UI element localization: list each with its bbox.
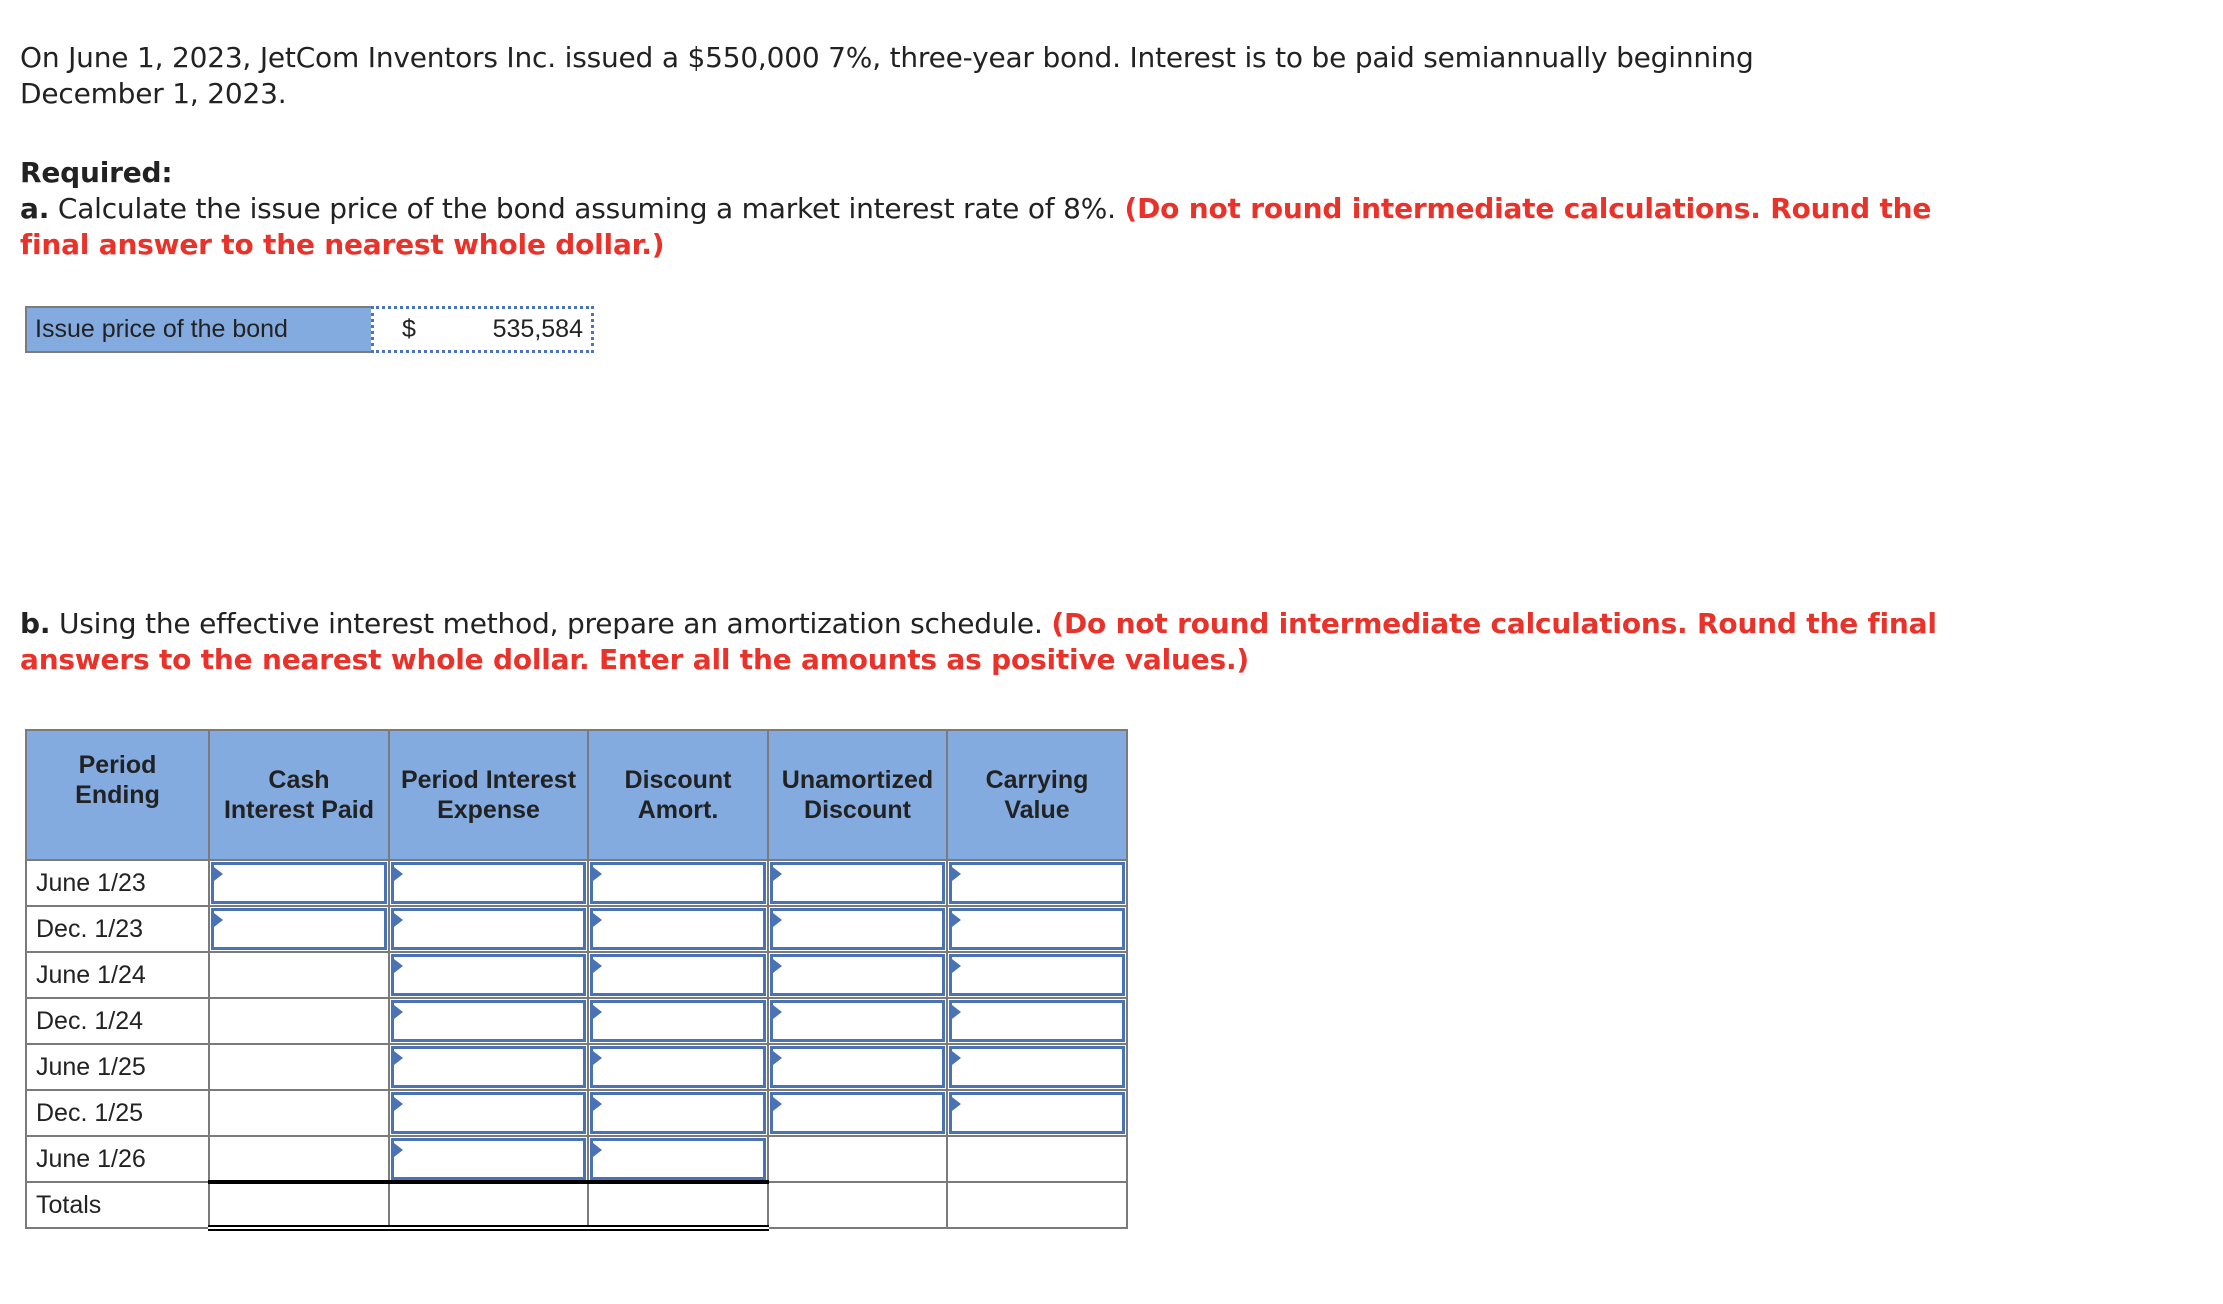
cash-interest-cell [209,1044,389,1090]
total-interest-expense [389,1182,588,1228]
carrying-value-input[interactable] [949,1092,1125,1134]
table-row [26,1090,1127,1136]
unamortized-discount-input[interactable] [770,954,945,996]
table-row [26,1044,1127,1090]
part-b-prefix: b. [20,607,51,640]
period-label: June 1/25 [26,1044,209,1090]
discount-amort-input[interactable] [590,1046,766,1088]
discount-amort-input[interactable] [590,1000,766,1042]
interest-expense-input[interactable] [391,1138,586,1180]
problem-line-2: December 1, 2023. [20,77,287,110]
carrying-value-cell [947,1136,1127,1182]
part-b-instructions [20,606,1937,678]
table-row [26,1136,1127,1182]
unamortized-discount-input[interactable] [770,1046,945,1088]
interest-expense-input[interactable] [391,1046,586,1088]
discount-amort-input[interactable] [590,908,766,950]
period-label: Dec. 1/24 [26,998,209,1044]
header-unamortized-discount: Unamortized Discount [768,730,947,860]
discount-amort-input[interactable] [590,862,766,904]
currency-symbol: $ [402,315,416,343]
issue-price-input[interactable] [371,306,594,353]
part-a-note-cont: final answer to the nearest whole dollar.) [20,228,665,261]
problem-line-1: On June 1, 2023, JetCom Inventors Inc. issued a $550,000 7%, three-year bond. Interest is to be paid semiannually beginning [20,41,1754,74]
totals-row [26,1182,1127,1228]
cash-interest-input[interactable] [211,908,387,950]
header-period-interest-expense: Period Interest Expense [389,730,588,860]
problem-statement [20,40,1754,112]
cash-interest-input[interactable] [211,862,387,904]
period-label: June 1/23 [26,860,209,906]
unamortized-discount-input[interactable] [770,908,945,950]
unamortized-discount-input[interactable] [770,1092,945,1134]
total-unamortized-discount [768,1182,947,1228]
unamortized-discount-input[interactable] [770,862,945,904]
part-a-prefix: a. [20,192,50,225]
table-row [26,906,1127,952]
unamortized-discount-cell [768,1136,947,1182]
total-cash-interest [209,1182,389,1228]
part-a-instructions [20,155,1931,263]
cash-interest-cell [209,1090,389,1136]
period-label: Dec. 1/23 [26,906,209,952]
carrying-value-input[interactable] [949,1046,1125,1088]
issue-price-label: Issue price of the bond [25,306,371,353]
carrying-value-input[interactable] [949,862,1125,904]
period-label: June 1/26 [26,1136,209,1182]
header-carrying-value: Carrying Value [947,730,1127,860]
part-b-note-cont: answers to the nearest whole dollar. Enter all the amounts as positive values.) [20,643,1250,676]
cash-interest-cell [209,952,389,998]
interest-expense-input[interactable] [391,908,586,950]
issue-price-row [25,306,594,353]
table-row [26,860,1127,906]
cash-interest-cell [209,998,389,1044]
required-heading: Required: [20,156,173,189]
cash-interest-cell [209,1136,389,1182]
interest-expense-input[interactable] [391,862,586,904]
part-b-text: Using the effective interest method, prepare an amortization schedule. [50,607,1052,640]
table-row [26,952,1127,998]
interest-expense-input[interactable] [391,1092,586,1134]
total-carrying-value [947,1182,1127,1228]
discount-amort-input[interactable] [590,954,766,996]
table-row [26,998,1127,1044]
totals-label: Totals [26,1182,209,1228]
total-discount-amort [588,1182,768,1228]
header-cash-interest-paid: Cash Interest Paid [209,730,389,860]
carrying-value-input[interactable] [949,908,1125,950]
header-discount-amort: Discount Amort. [588,730,768,860]
part-b-note: (Do not round intermediate calculations. Round the final [1051,607,1937,640]
period-label: Dec. 1/25 [26,1090,209,1136]
amortization-schedule [25,729,1128,1231]
carrying-value-input[interactable] [949,954,1125,996]
discount-amort-input[interactable] [590,1092,766,1134]
part-a-note: (Do not round intermediate calculations. Round the [1124,192,1932,225]
discount-amort-input[interactable] [590,1138,766,1180]
carrying-value-input[interactable] [949,1000,1125,1042]
unamortized-discount-input[interactable] [770,1000,945,1042]
interest-expense-input[interactable] [391,954,586,996]
interest-expense-input[interactable] [391,1000,586,1042]
header-row [26,730,1127,860]
issue-price-value: 535,584 [492,315,583,343]
header-period-ending: Period Ending [26,730,209,860]
part-a-text: Calculate the issue price of the bond assuming a market interest rate of 8%. [49,192,1125,225]
period-label: June 1/24 [26,952,209,998]
